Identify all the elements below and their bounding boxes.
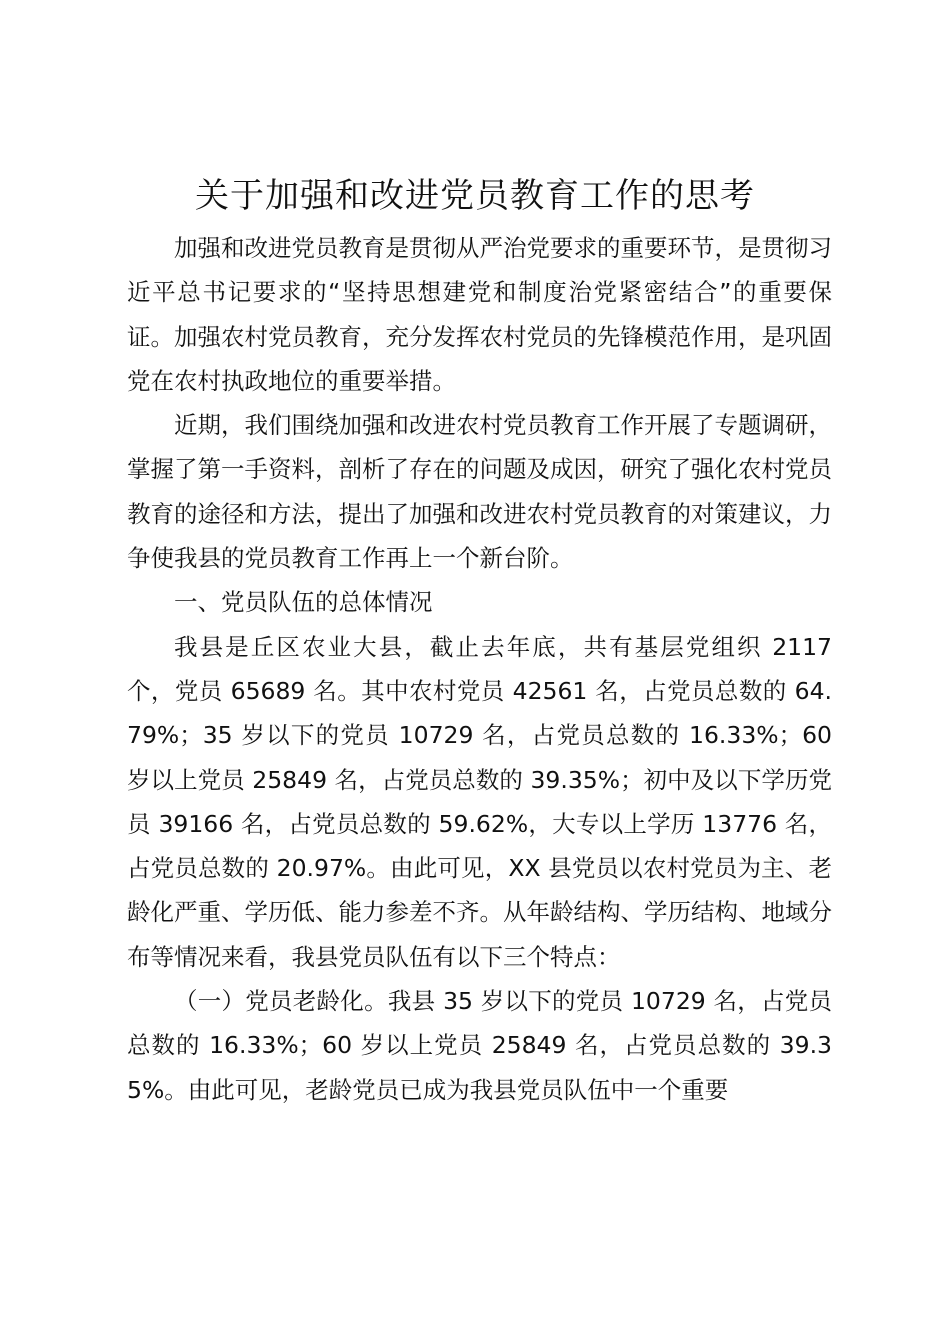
paragraph-statistics: 我县是丘区农业大县，截止去年底，共有基层党组织 2117 个，党员 65689 名。其中农村党员 42561 名，占党员总数的 64.79%；35 岁以下的党员 10729 名，占党员总数的 16.33%；60 岁以上党员 25849 名，占党员总数的 39.35%；初中及以下学历党员 39166 名，占党员总数的 59.62%，大专以上学历 13776 名，占党员总数的 20.97%。由此可见，XX 县党员以农村党员为主、老龄化严重、学历低、能力参差不齐。从年龄结构、学历结构、地域分布等情况来看，我县党员队伍有以下三个特点： [127,632,832,971]
section-heading-overview: 一、党员队伍的总体情况 [174,588,433,617]
paragraph-aging: （一）党员老龄化。我县 35 岁以下的党员 10729 名，占党员总数的 16.33%；60 岁以上党员 25849 名，占党员总数的 39.35%。由此可见，老龄党员已成为我县党员队伍中一个重要 [127,987,832,1104]
paragraph-intro: 加强和改进党员教育是贯彻从严治党要求的重要环节，是贯彻习近平总书记要求的“坚持思想建党和制度治党紧密结合”的重要保证。加强农村党员教育，充分发挥农村党员的先锋模范作用，是巩固党在农村执政地位的重要举措。 [127,234,832,395]
document-body [127,226,832,1112]
document-title: 关于加强和改进党员教育工作的思考 [195,176,755,216]
paragraph-research: 近期，我们围绕加强和改进农村党员教育工作开展了专题调研，掌握了第一手资料，剖析了存在的问题及成因，研究了强化农村党员教育的途径和方法，提出了加强和改进农村党员教育的对策建议，力争使我县的党员教育工作再上一个新台阶。 [127,411,832,573]
